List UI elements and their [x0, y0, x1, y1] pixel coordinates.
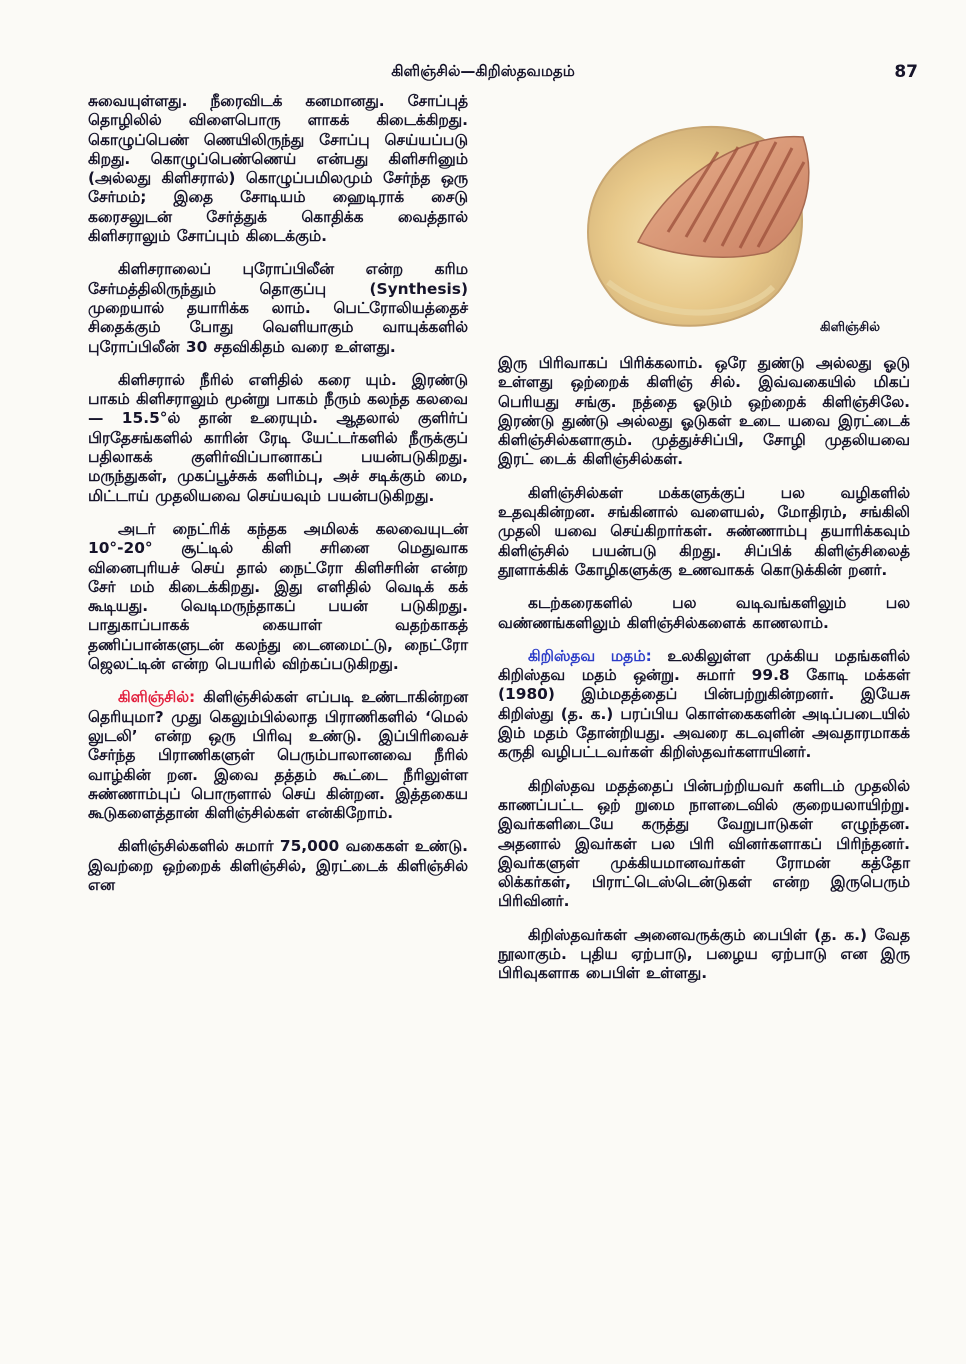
running-header: கிளிஞ்சில்—கிறிஸ்தவமதம்	[391, 62, 575, 80]
paragraph-christianity-divisions: கிறிஸ்தவ மதத்தைப் பின்பற்றியவர் களிடம் முதலில் காணப்பட்ட ஒற் றுமை நாளடைவில் குறையலாயிற்று. இவர்களிடையே கருத்து வேறுபாடுகள் எழுந்தன. அதனால் இவர்கள் பல பிரி வினர்களாகப் பிரிந்தனர். இவர்களுள் முக்கியமானவர்கள் ரோமன் கத்தோ லிக்கர்கள், பிராட்டெஸ்டென்டுகள் என்ற இருபெரும் பிரிவினர்.	[498, 776, 910, 911]
figure-caption: கிளிஞ்சில்	[820, 320, 880, 335]
paragraph-propylene: கிளிசராலைப் புரோப்பிலீன் என்ற கரிம சேர்மத்திலிருந்தும் தொகுப்பு (Synthesis) முறையால் தயாரிக்க லாம். பெட்ரோலியத்தைச் சிதைக்கும் போது வெளியாகும் வாயுக்களில் புரோப்பிலீன் 30 சதவிகிதம் வரை உள்ளது.	[88, 260, 468, 356]
seashell-illustration	[568, 92, 828, 342]
paragraph-christianity-intro	[498, 647, 910, 763]
paragraph-shell-beaches: கடற்கரைகளில் பல வடிவங்களிலும் பல வண்ணங்களிலும் கிளிஞ்சில்களைக் காணலாம்.	[498, 594, 910, 632]
paragraph-nitroglycerin: அடர் நைட்ரிக் கந்தக அமிலக் கலவையுடன் 10°-20° சூட்டில் கிளி சரினை மெதுவாக வினைபுரியச் செய் தால் நைட்ரோ கிளிசரின் என்ற சேர் மம் கிடைக்கிறது. இது எளிதில் வெடிக் கக் கூடியது. வெடிமருந்தாகப் பயன் படுகிறது. பாதுகாப்பாகக் கையாள் வதற்காகத் தணிப்பான்களுடன் கலந்து டைனமைட்டு, நைட்ரோ ஜெலட்டின் என்ற பெயரில் விற்கப்படுகிறது.	[88, 519, 468, 674]
right-column	[498, 92, 910, 984]
entry-heading-christianity: கிறிஸ்தவ மதம்:	[528, 646, 652, 665]
christianity-intro-text: உலகிலுள்ள முக்கிய மதங்களில் கிறிஸ்தவ மதம் ஒன்று. சுமார் 99.8 கோடி மக்கள் (1980) இம்மதத்தைப் பின்பற்றுகின்றனர். இயேசு கிறிஸ்து (த. க.) பரப்பிய கொள்கைகளின் அடிப்படையில் இம் மதம் தோன்றியது. அவரை கடவுளின் அவதாரமாகக் கருதி வழிபட்டவர்கள் கிறிஸ்தவர்களாயினர்.	[498, 646, 910, 762]
paragraph-shell-varieties: கிளிஞ்சில்களில் சுமார் 75,000 வகைகள் உண்டு. இவற்றை ஒற்றைக் கிளிஞ்சில், இரட்டைக் கிளிஞ்சில் என	[88, 837, 468, 894]
paragraph-bible: கிறிஸ்தவர்கள் அனைவருக்கும் பைபிள் (த. க.) வேத நூலாகும். புதிய ஏற்பாடு, பழைய ஏற்பாடு என இரு பிரிவுகளாக பைபிள் உள்ளது.	[498, 925, 910, 983]
paragraph-shell-types: இரு பிரிவாகப் பிரிக்கலாம். ஒரே துண்டு அல்லது ஓடு உள்ளது ஒற்றைக் கிளிஞ் சில். இவ்வகையில் மிகப் பெரியது சங்கு. நத்தை ஓடும் ஒற்றைக் கிளிஞ்சிலே. இரண்டு துண்டு அல்லது ஓடுகள் உடை யவை இரட்டைக் கிளிஞ்சில்களாகும். முத்துச்சிப்பி, சோழி முதலியவை இரட் டைக் கிளிஞ்சில்கள்.	[498, 354, 910, 469]
shell-figure	[498, 92, 910, 342]
left-column	[88, 92, 468, 895]
paragraph-soap: சுவையுள்ளது. நீரைவிடக் கனமானது. சோப்புத் தொழிலில் விளைபொரு ளாகக் கிடைக்கிறது. கொழுப்பெண் ணெயிலிருந்து சோப்பு செய்யப்படு கிறது. கொழுப்பெண்ணெய் என்பது கிளிசரினும் (அல்லது கிளிசரால்) கொழுப்பமிலமும் சேர்ந்த ஒரு சேர்மம்; இதை சோடியம் ஹைடிராக் சைடு கரைசலுடன் சேர்த்துக் கொதிக்க வைத்தால் கிளிசராலும் சோப்பும் கிடைக்கும்.	[88, 92, 468, 246]
paragraph-glycerol-uses: கிளிசரால் நீரில் எளிதில் கரை யும். இரண்டு பாகம் கிளிசராலும் மூன்று பாகம் நீரும் கலந்த கலவை — 15.5°ல் தான் உரையும். ஆதலால் குளிர்ப் பிரதேசங்களில் காரின் ரேடி யேட்டர்களில் நீருக்குப் பதிலாகக் குளிர்விப்பானாகப் பயன்படுகிறது. மருந்துகள், முகப்பூச்சுக் களிம்பு, அச் சடிக்கும் மை, மிட்டாய் முதலியவை செய்யவும் பயன்படுகிறது.	[88, 370, 468, 505]
shell-intro-text: கிளிஞ்சில்கள் எப்படி உண்டாகின்றன தெரியுமா? முது கெலும்பில்லாத பிராணிகளில் ‘மெல் லுடலி’ என்ற ஒரு பிரிவு உண்டு. இப்பிரிவைச் சேர்ந்த பிராணிகளுள் பெரும்பாலானவை நீரில் வாழ்கின் றன. இவை தத்தம் கூட்டை நீரிலுள்ள சுண்ணாம்புப் பொருளால் செய் கின்றன. இத்தகைய கூடுகளைத்தான் கிளிஞ்சில்கள் என்கிறோம்.	[88, 688, 468, 823]
paragraph-shell-intro	[88, 688, 468, 823]
paragraph-shell-uses: கிளிஞ்சில்கள் மக்களுக்குப் பல வழிகளில் உதவுகின்றன. சங்கினால் வளையல், மோதிரம், சங்கிலி முதலி யவை செய்கிறார்கள். சுண்ணாம்பு தயாரிக்கவும் கிளிஞ்சில் பயன்படு கிறது. சிப்பிக் கிளிஞ்சிலைத் தூளாக்கிக் கோழிகளுக்கு உணவாகக் கொடுக்கின் றனர்.	[498, 483, 910, 579]
page-number: 87	[894, 62, 918, 82]
entry-heading-shell: கிளிஞ்சில்:	[118, 688, 196, 707]
